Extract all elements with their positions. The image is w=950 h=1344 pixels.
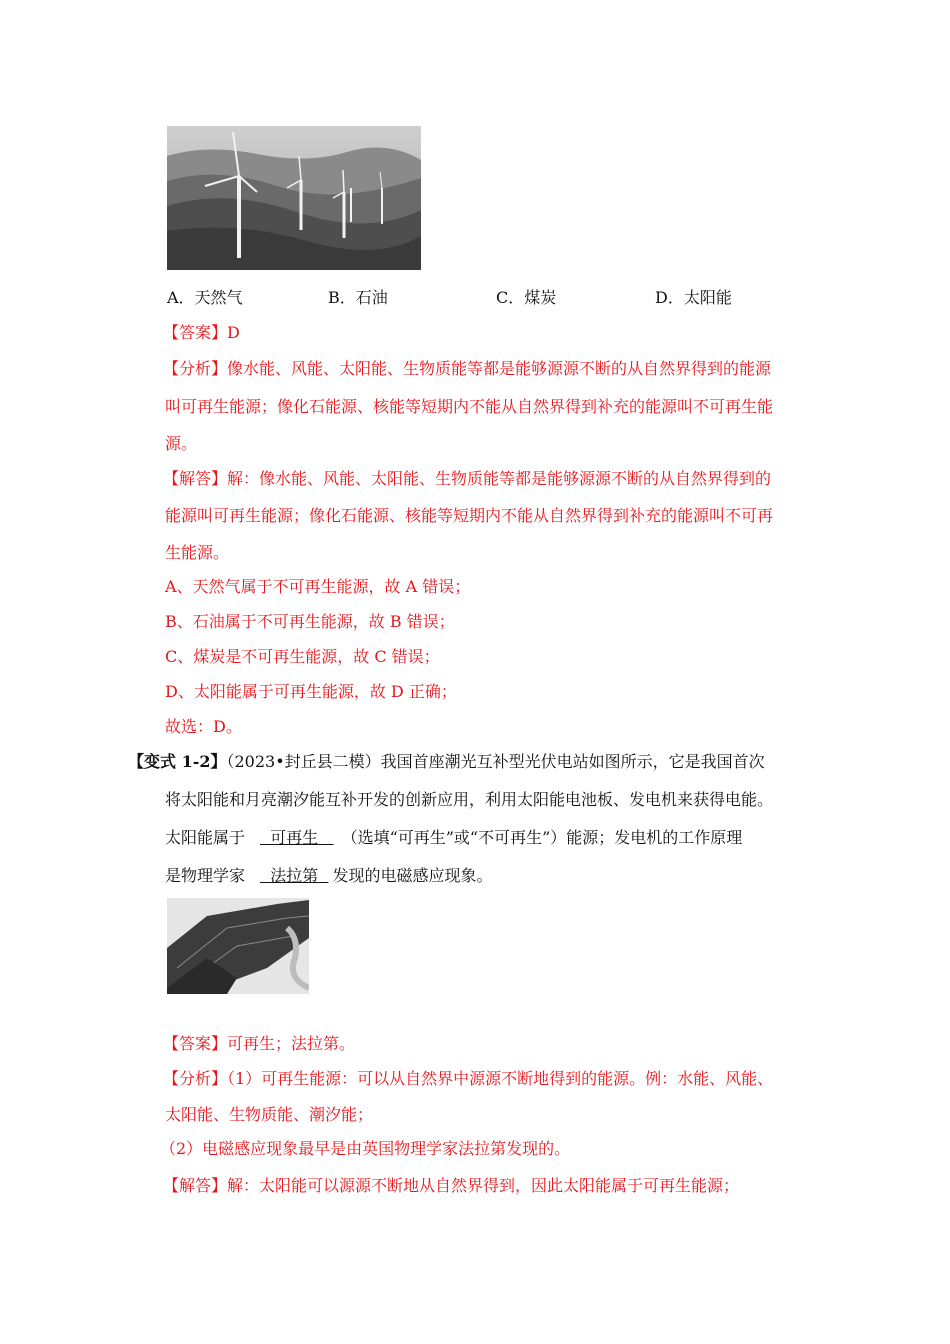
answer-value: D <box>227 323 240 342</box>
q1-item-d: D、太阳能属于可再生能源，故 D 正确； <box>165 682 457 701</box>
q1-analysis-line: 【分析】像水能、风能、太阳能、生物质能等都是能够源源不断的从自然界得到的能源 <box>163 359 772 378</box>
q2-analysis-line: （2）电磁感应现象最早是由英国物理学家法拉第发现的。 <box>160 1139 571 1158</box>
q1-item-a: A、天然气属于不可再生能源，故 A 错误； <box>165 577 471 596</box>
q2-line4 <box>165 866 492 886</box>
q2-answer: 【答案】可再生；法拉第。 <box>163 1034 356 1053</box>
q2-tag: 【变式 1-2】 <box>128 752 227 771</box>
option-a: A．天然气 <box>167 288 243 307</box>
q2-line1-text: （2023•封丘县二模）我国首座潮光互补型光伏电站如图所示，它是我国首次 <box>226 752 765 771</box>
blank2-answer: 法拉第 <box>270 866 319 885</box>
q1-answer <box>163 323 240 343</box>
q1-analysis-line: 叫可再生能源；像化石能源、核能等短期内不能从自然界得到补充的能源叫不可再生能 <box>165 397 774 416</box>
option-c: C．煤炭 <box>496 288 557 307</box>
q2-line1 <box>128 752 765 772</box>
q1-item-c: C、煤炭是不可再生能源，故 C 错误； <box>165 647 440 666</box>
q2-line4-pre: 是物理学家 <box>165 866 246 885</box>
option-b: B．石油 <box>328 288 388 307</box>
q1-item-b: B、石油属于不可再生能源，故 B 错误； <box>165 612 455 631</box>
q2-line3 <box>165 828 742 848</box>
option-d: D．太阳能 <box>655 288 732 307</box>
q2-solution-line: 【解答】解：太阳能可以源源不断地从自然界得到，因此太阳能属于可再生能源； <box>163 1176 740 1195</box>
wind-turbine-photo <box>167 126 421 270</box>
fill-blank-1 <box>256 828 337 848</box>
q1-solution-line: 能源叫可再生能源；像化石能源、核能等短期内不能从自然界得到补充的能源叫不可再 <box>165 506 774 525</box>
q2-line3-pre: 太阳能属于 <box>165 828 246 847</box>
q2-line2: 将太阳能和月亮潮汐能互补开发的创新应用，利用太阳能电池板、发电机来获得电能。 <box>165 790 774 809</box>
fill-blank-2 <box>256 866 332 886</box>
q1-solution-line: 【解答】解：像水能、风能、太阳能、生物质能等都是能够源源不断的从自然界得到的 <box>163 469 772 488</box>
q1-analysis-line: 源。 <box>165 434 198 453</box>
blank1-answer: 可再生 <box>270 828 319 847</box>
q1-choice: 故选：D。 <box>165 717 242 736</box>
q2-analysis-line: 【分析】（1）可再生能源：可以从自然界中源源不断地得到的能源。例：水能、风能、 <box>163 1069 774 1088</box>
answer-tag: 【答案】 <box>163 323 228 342</box>
solar-panel-photo <box>167 898 309 994</box>
q2-line4-post: 发现的电磁感应现象。 <box>332 866 493 885</box>
q1-solution-line: 生能源。 <box>165 543 230 562</box>
q2-analysis-line: 太阳能、生物质能、潮汐能； <box>165 1105 374 1124</box>
q2-line3-post: （选填“可再生”或“不可再生”）能源；发电机的工作原理 <box>341 828 743 847</box>
